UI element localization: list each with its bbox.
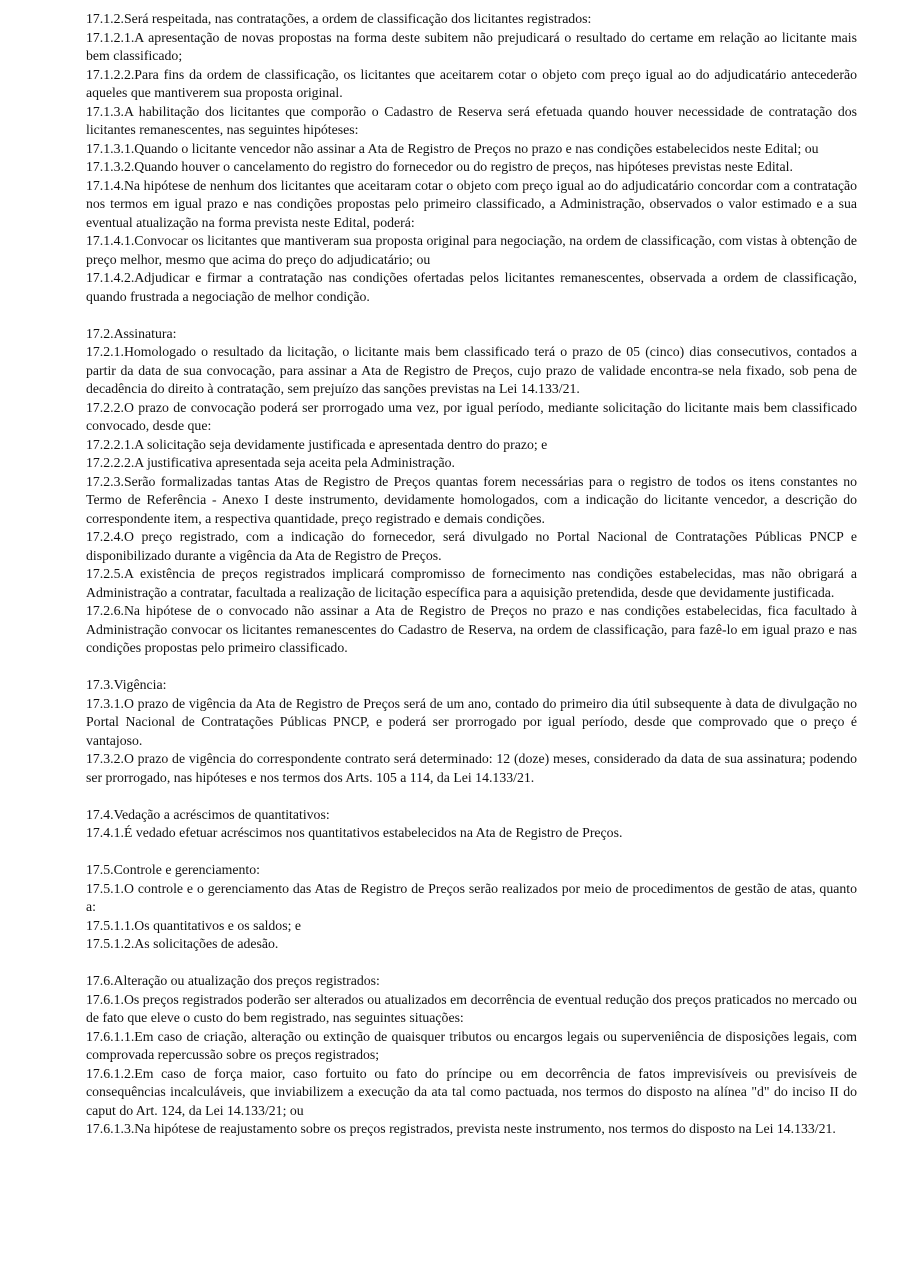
document-section <box>86 972 857 1139</box>
clause-paragraph: 17.2.2.1.A solicitação seja devidamente justificada e apresentada dentro do prazo; e <box>86 436 548 452</box>
clause-paragraph: 17.1.2.Será respeitada, nas contratações, a ordem de classificação dos licitantes registrados: <box>86 11 592 26</box>
document-section <box>86 861 857 954</box>
clause-paragraph: 17.5.1.O controle e o gerenciamento das Atas de Registro de Preços serão realizados por meio de procedimentos de gestão de atas, quanto a: <box>86 880 857 914</box>
document-section <box>86 325 857 658</box>
section-heading: 17.4.Vedação a acréscimos de quantitativos: <box>86 806 330 822</box>
clause-paragraph: 17.1.4.Na hipótese de nenhum dos licitantes que aceitaram cotar o objeto com preço igual ao do adjudicatário concordar com a contratação nos termos em igual prazo e nas condições propostas pelo primeiro classificado, a Administração, observados o valor estimado e a sua eventual atualização na forma prevista neste Edital, poderá: <box>86 177 857 230</box>
clause-paragraph: 17.1.4.2.Adjudicar e firmar a contratação nas condições ofertadas pelos licitantes remanescentes, observada a ordem de classificação, quando frustrada a negociação de melhor condição. <box>86 270 857 304</box>
section-heading: 17.6.Alteração ou atualização dos preços registrados: <box>86 973 380 988</box>
document-section <box>86 806 857 843</box>
clause-paragraph: 17.1.3.A habilitação dos licitantes que comporão o Cadastro de Reserva será efetuada quando houver necessidade de contratação dos licitantes remanescentes, nas seguintes hipóteses: <box>86 103 857 137</box>
document-section <box>86 10 857 306</box>
clause-paragraph: 17.1.3.2.Quando houver o cancelamento do registro do fornecedor ou do registro de preços, nas hipóteses previstas neste Edital. <box>86 159 793 174</box>
clause-paragraph: 17.2.2.O prazo de convocação poderá ser prorrogado uma vez, por igual período, mediante solicitação do licitante mais bem classificado convocado, desde que: <box>86 399 857 433</box>
clause-paragraph: 17.3.2.O prazo de vigência do correspondente contrato será determinado: 12 (doze) meses, considerado da data de sua assinatura; podendo ser prorrogado, nas hipóteses e nos termos dos Arts. 105 a 114, da Lei 14.133/21. <box>86 751 857 785</box>
clause-paragraph: 17.1.4.1.Convocar os licitantes que mantiveram sua proposta original para negociação, na ordem de classificação, com vistas à obtenção de preço melhor, mesmo que acima do preço do adjudicatário; ou <box>86 233 857 267</box>
clause-paragraph: 17.3.1.O prazo de vigência da Ata de Registro de Preços será de um ano, contado do primeiro dia útil subsequente à data de divulgação no Portal Nacional de Contratações Públicas PNCP, e poderá ser prorrogado por igual período, desde que comprovado que o preço é vantajoso. <box>86 695 857 748</box>
clause-paragraph: 17.2.3.Serão formalizadas tantas Atas de Registro de Preços quantas forem necessárias para o registro de todos os itens constantes no Termo de Referência - Anexo I deste instrumento, devidamente homologados, com a indicação do licitante vencedor, a descrição do correspondente item, a respectiva quantidade, preço registrado e demais condições. <box>86 473 857 526</box>
section-heading: 17.2.Assinatura: <box>86 325 177 341</box>
section-heading: 17.5.Controle e gerenciamento: <box>86 862 260 877</box>
clause-paragraph: 17.6.1.Os preços registrados poderão ser alterados ou atualizados em decorrência de eventual redução dos preços praticados no mercado ou de fato que eleve o custo do bem registrado, nas seguintes situações: <box>86 991 857 1025</box>
clause-paragraph: 17.1.3.1.Quando o licitante vencedor não assinar a Ata de Registro de Preços no prazo e nas condições estabelecidos neste Edital; ou <box>86 140 819 156</box>
clause-paragraph: 17.2.5.A existência de preços registrados implicará compromisso de fornecimento nas condições estabelecidas, mas não obrigará a Administração a contratar, facultada a realização de licitação específica para a aquisição pretendida, desde que devidamente justificada. <box>86 566 857 600</box>
section-heading: 17.3.Vigência: <box>86 677 167 692</box>
clause-paragraph: 17.2.1.Homologado o resultado da licitação, o licitante mais bem classificado terá o prazo de 05 (cinco) dias consecutivos, contados a partir da data de sua convocação, para assinar a Ata de Registro de Preços, cujo prazo de validade encontra-se nela fixado, sob pena de decadência do direito à contratação, sem prejuízo das sanções previstas na Lei 14.133/21. <box>86 344 857 396</box>
clause-paragraph: 17.2.2.2.A justificativa apresentada seja aceita pela Administração. <box>86 455 455 470</box>
clause-paragraph: 17.6.1.1.Em caso de criação, alteração ou extinção de quaisquer tributos ou encargos legais ou superveniência de disposições legais, com comprovada repercussão sobre os preços registrados; <box>86 1028 857 1062</box>
clause-paragraph: 17.1.2.1.A apresentação de novas propostas na forma deste subitem não prejudicará o resultado do certame em relação ao licitante mais bem classificado; <box>86 29 857 63</box>
clause-paragraph: 17.5.1.2.As solicitações de adesão. <box>86 936 279 951</box>
clause-paragraph: 17.5.1.1.Os quantitativos e os saldos; e <box>86 917 301 933</box>
document-section <box>86 676 857 787</box>
clause-paragraph: 17.6.1.2.Em caso de força maior, caso fortuito ou fato do príncipe ou em decorrência de fatos imprevisíveis ou previsíveis de consequências incalculáveis, que inviabilizem a execução da ata tal como pactuada, nos termos do disposto na alínea "d" do inciso II do caput do Art. 124, da Lei 14.133/21; ou <box>86 1065 857 1118</box>
clause-paragraph: 17.6.1.3.Na hipótese de reajustamento sobre os preços registrados, prevista neste instrumento, nos termos do disposto na Lei 14.133/21. <box>86 1121 836 1136</box>
clause-paragraph: 17.2.4.O preço registrado, com a indicação do fornecedor, será divulgado no Portal Nacional de Contratações Públicas PNCP e disponibilizado durante a vigência da Ata de Registro de Preços. <box>86 529 857 563</box>
clause-paragraph: 17.1.2.2.Para fins da ordem de classificação, os licitantes que aceitarem cotar o objeto com preço igual ao do adjudicatário antecederão aqueles que mantiverem sua proposta original. <box>86 66 857 100</box>
clause-paragraph: 17.2.6.Na hipótese de o convocado não assinar a Ata de Registro de Preços no prazo e nas condições estabelecidas, fica facultado à Administração convocar os licitantes remanescentes do Cadastro de Reserva, na ordem de classificação, para fazê-lo em igual prazo e nas condições propostas pelo primeiro classificado. <box>86 603 857 655</box>
clause-paragraph: 17.4.1.É vedado efetuar acréscimos nos quantitativos estabelecidos na Ata de Registro de Preços. <box>86 825 623 840</box>
document-page <box>86 10 857 1157</box>
